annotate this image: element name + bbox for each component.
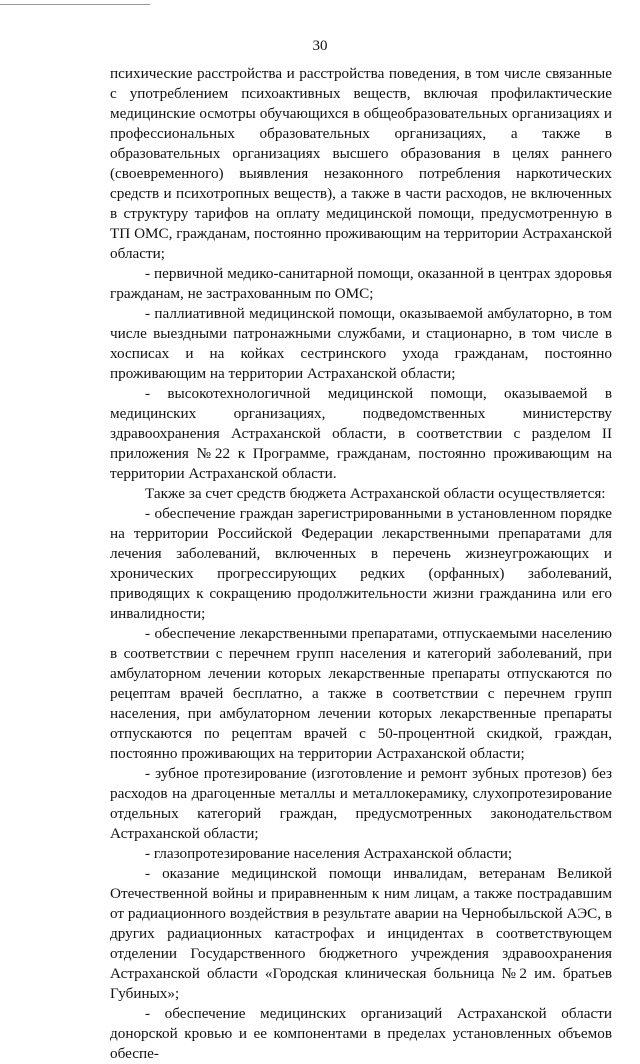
list-item-palliative-care: - паллиативной медицинской помощи, оказываемой амбулаторно, в том числе выездными патронажными службами, и стационарно, в том числе в хосписах и на койках сестринского ухода гражданам, постоянно проживающим на территории Астраханской области; [110,305,612,382]
list-item-high-tech-care: - высокотехнологичной медицинской помощи, оказываемой в медицинских организациях, подведомственных министерству здравоохранения Астраханской области, в соответствии с разделом II приложения №22 к Программе, гражданам, постоянно проживающим на территории Астраханской области. [110,385,612,482]
list-item-drug-provision: - обеспечение лекарственными препаратами, отпускаемыми населению в соответствии с перечнем групп населения и категорий заболеваний, при амбулаторном лечении которых лекарственные препараты отпускаются по рецептам врачей бесплатно, а также в соответствии с перечнем групп населения, при амбулаторном лечении которых лекарственные препараты отпускаются по рецептам врачей с 50-процентной скидкой, граждан, постоянно проживающих на территории Астраханской области; [110,625,612,762]
list-item-eye-prosthetics: - глазопротезирование населения Астраханской области; [145,845,513,862]
paragraph-budget-intro: Также за счет средств бюджета Астраханской области осуществляется: [145,485,606,502]
list-item-primary-care: - первичной медико-санитарной помощи, оказанной в центрах здоровья гражданам, не застрахованным по ОМС; [110,265,612,302]
list-item-orphan-drugs: - обеспечение граждан зарегистрированными в установленном порядке на территории Российской Федерации лекарственными препаратами для лечения заболеваний, включенных в перечень жизнеугрожающих и хронических прогрессирующих редких (орфанных) заболеваний, приводящих к сокращению продолжительности жизни гражданина или его инвалидности; [110,505,612,622]
page-number: 30 [312,38,328,54]
list-item-veterans-care: - оказание медицинской помощи инвалидам, ветеранам Великой Отечественной войны и приравненным к ним лицам, а также пострадавшим от радиационного воздействия в результате аварии на Чернобыльской АЭС, в других радиационных катастрофах и инцидентах в соответствующем отделении Государственного бюджетного учреждения здравоохранения Астраханской области «Городская клиническая больница №2 им. братьев Губиных»; [110,865,613,1002]
document-body [110,64,612,1064]
paragraph-continuation: психические расстройства и расстройства поведения, в том числе связанные с употреблением психоактивных веществ, включая профилактические медицинские осмотры обучающихся в общеобразовательных организациях и профессиональных образовательных организациях, а также в образовательных организациях высшего образования в целях раннего (своевременного) выявления незаконного потребления наркотических средств и психотропных веществ), а также в части расходов, не включенных в структуру тарифов на оплату медицинской помощи, предусмотренную в ТП ОМС, гражданам, постоянно проживающим на территории Астраханской области; [110,65,612,262]
list-item-dental-prosthetics: - зубное протезирование (изготовление и ремонт зубных протезов) без расходов на драгоценные металлы и металлокерамику, слухопротезирование отдельных категорий граждан, предусмотренных законодательством Астраханской области; [110,765,612,842]
list-item-donor-blood: - обеспечение медицинских организаций Астраханской области донорской кровью и ее компонентами в пределах установленных объемов обеспе- [110,1005,612,1062]
top-scan-rule [0,4,150,5]
